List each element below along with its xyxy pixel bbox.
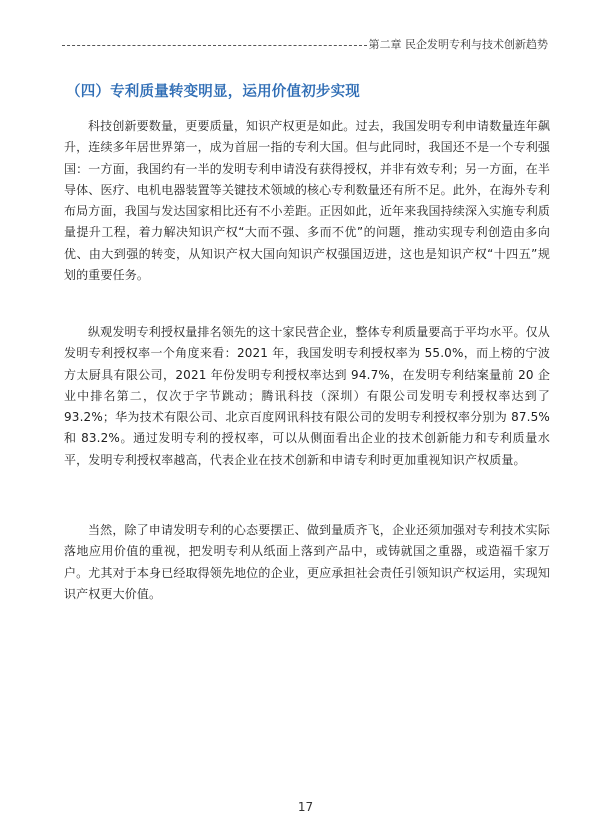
header-dashed-rule [62,45,367,46]
section-heading: （四）专利质量转变明显，运用价值初步实现 [66,84,360,100]
running-title: 第二章 民企发明专利与技术创新趋势 [368,38,548,51]
body-paragraph-2: 纵观发明专利授权量排名领先的这十家民营企业，整体专利质量要高于平均水平。仅从发明专利授权率一个角度来看：2021 年，我国发明专利授权率为 55.0%，而上榜的宁波方太厨具有限公司，2021 年份发明专利授权率达到 94.7%，在发明专利结案量前 20 企业中排名第二，仅次于字节跳动；腾讯科技（深圳）有限公司发明专利授权率达到了 93.2%；华为技术有限公司、北京百度网讯科技有限公司的发明专利授权率分别为 87.5%和 83.2%。通过发明专利的授权率，可以从侧面看出企业的技术创新能力和专利质量水平，发明专利授权率越高，代表企业在技术创新和申请专利时更加重视知识产权质量。 [64,325,550,467]
running-header [62,38,548,52]
body-paragraph-1: 科技创新要数量，更要质量，知识产权更是如此。过去，我国发明专利申请数量连年飙升，连续多年居世界第一，成为首屈一指的专利大国。但与此同时，我国还不是一个专利强国：一方面，我国约有一半的发明专利申请没有获得授权，并非有效专利；另一方面，在半导体、医疗、电机电器装置等关键技术领域的核心专利数量还有所不足。此外，在海外专利布局方面，我国与发达国家相比还有不小差距。正因如此，近年来我国持续深入实施专利质量提升工程，着力解决知识产权“大而不强、多而不优”的问题，推动实现专利创造由多向优、由大到强的转变，从知识产权大国向知识产权强国迈进，这也是知识产权“十四五”规划的重要任务。 [64,119,551,283]
page-number: 17 [297,800,314,814]
body-paragraph-3: 当然，除了申请发明专利的心态要摆正、做到量质齐飞，企业还须加强对专利技术实际落地应用价值的重视，把发明专利从纸面上落到产品中，或铸就国之重器，或造福千家万户。尤其对于本身已经取得领先地位的企业，更应承担社会责任引领知识产权运用，实现知识产权更大价值。 [64,523,551,601]
